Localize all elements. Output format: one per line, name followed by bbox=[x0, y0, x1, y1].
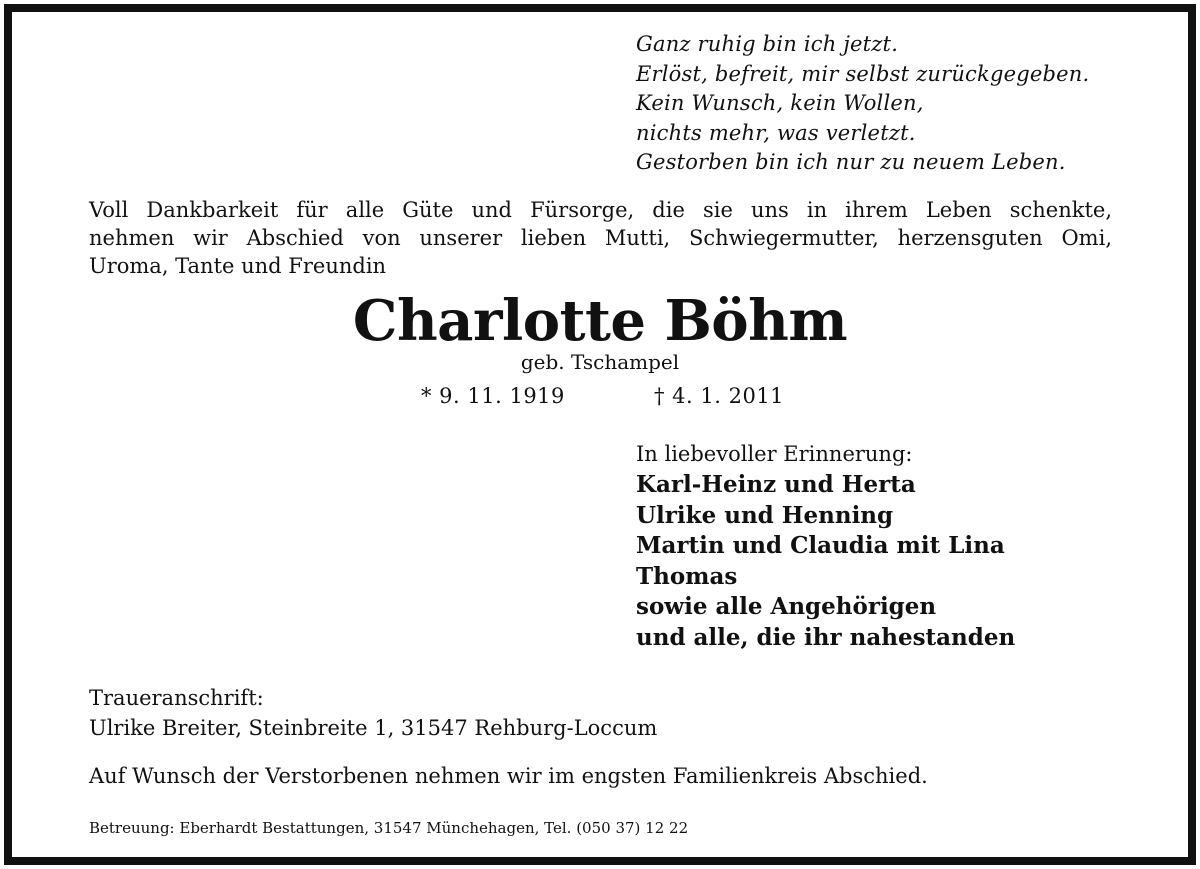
farewell-note: Auf Wunsch der Verstorbenen nehmen wir im engsten Familienkreis Abschied. bbox=[89, 764, 928, 788]
intro-line: nehmen wir Abschied von unserer lieben Mutti, Schwiegermutter, herzensguten Omi, bbox=[89, 226, 1112, 250]
intro-line: Voll Dankbarkeit für alle Güte und Fürsorge, die sie uns in ihrem Leben schenkte, bbox=[89, 198, 1112, 222]
address-value: Ulrike Breiter, Steinbreite 1, 31547 Rehburg-Loccum bbox=[89, 716, 658, 740]
birth-date: * 9. 11. 1919 bbox=[421, 384, 565, 408]
deceased-name: Charlotte Böhm bbox=[352, 288, 848, 354]
intro-line: Uroma, Tante und Freundin bbox=[89, 254, 387, 278]
poem-line: Gestorben bin ich nur zu neuem Leben. bbox=[636, 150, 1066, 174]
undertaker-info: Betreuung: Eberhardt Bestattungen, 31547 Münchehagen, Tel. (050 37) 12 22 bbox=[89, 819, 689, 837]
poem-line: Erlöst, befreit, mir selbst zurückgegeben. bbox=[636, 61, 1090, 86]
death-date: † 4. 1. 2011 bbox=[654, 384, 785, 408]
intro-paragraph bbox=[89, 196, 1112, 280]
poem-line: nichts mehr, was verletzt. bbox=[636, 120, 916, 145]
mourning-address bbox=[89, 683, 657, 743]
mourner-entry: Ulrike und Henning bbox=[636, 501, 894, 529]
mourner-entry: sowie alle Angehörigen bbox=[636, 593, 937, 621]
mourner-entry: Martin und Claudia mit Lina bbox=[636, 532, 1005, 560]
poem bbox=[636, 30, 1089, 178]
mourners-list bbox=[636, 470, 1015, 654]
mourner-entry: und alle, die ihr nahestanden bbox=[636, 623, 1016, 651]
mourner-entry: Karl-Heinz und Herta bbox=[636, 471, 916, 498]
poem-line: Ganz ruhig bin ich jetzt. bbox=[636, 32, 899, 56]
maiden-name: geb. Tschampel bbox=[520, 350, 680, 374]
mourner-entry: Thomas bbox=[636, 562, 738, 590]
remembrance-label: In liebevoller Erinnerung: bbox=[636, 442, 913, 466]
address-label: Traueranschrift: bbox=[89, 686, 264, 710]
poem-line: Kein Wunsch, kein Wollen, bbox=[636, 91, 924, 115]
